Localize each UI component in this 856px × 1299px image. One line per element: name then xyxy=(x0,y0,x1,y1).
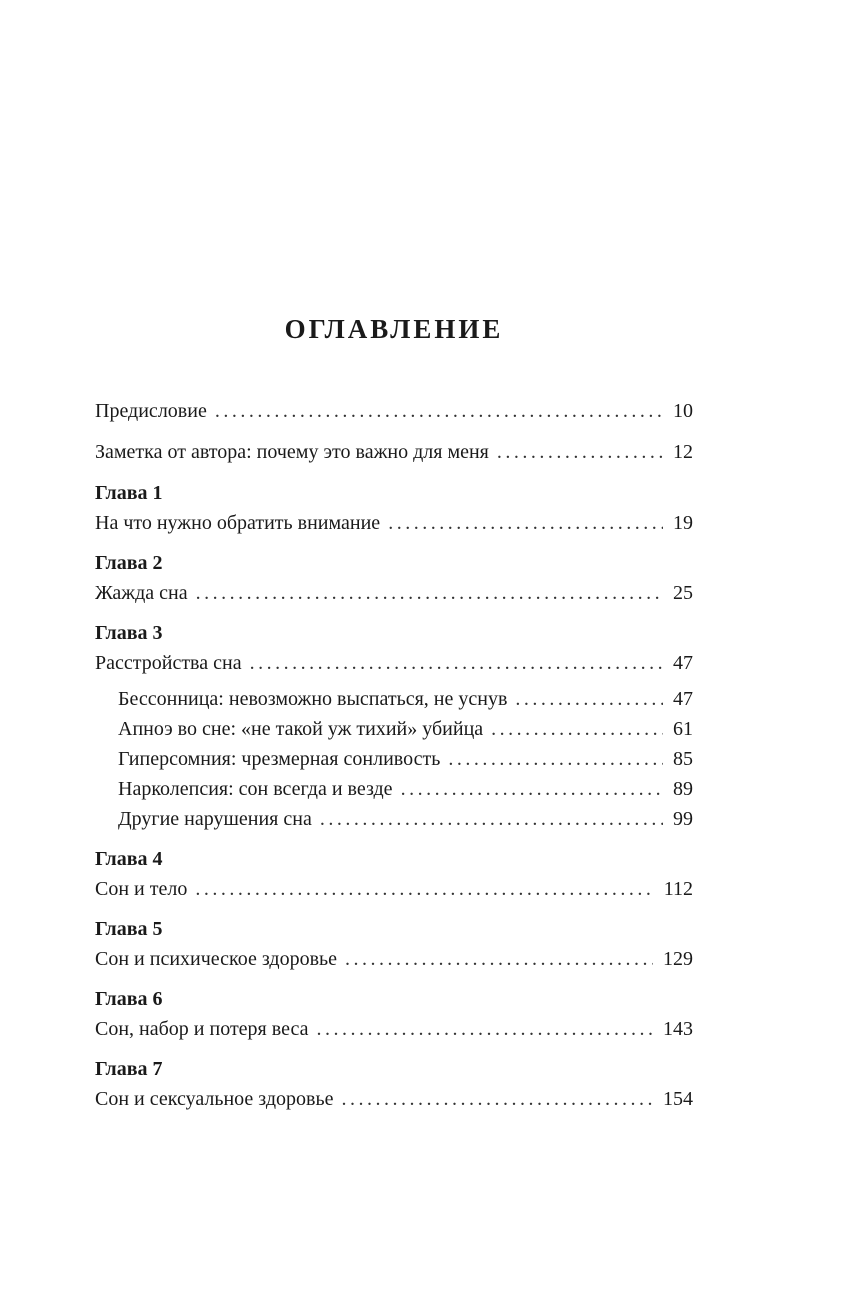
toc-entry-label: Расстройства сна xyxy=(95,652,242,674)
toc-subentry[interactable] xyxy=(95,774,693,804)
toc-page-number: 154 xyxy=(663,1088,693,1110)
toc-page-number: 99 xyxy=(673,808,693,830)
toc-entry-chapter-6[interactable] xyxy=(95,1014,693,1044)
dot-leader xyxy=(497,437,663,467)
toc-page-number: 19 xyxy=(673,512,693,534)
dot-leader xyxy=(345,944,653,974)
toc-page-number: 25 xyxy=(673,582,693,604)
toc-entry-label: Сон и психическое здоровье xyxy=(95,948,338,970)
page-title: ОГЛАВЛЕНИЕ xyxy=(284,314,504,344)
toc-subentry[interactable] xyxy=(95,714,693,744)
dot-leader xyxy=(401,774,663,804)
toc-page-number: 89 xyxy=(673,778,693,800)
toc-page-number: 61 xyxy=(673,718,693,740)
toc-entry-label: Заметка от автора: почему это важно для меня xyxy=(95,441,489,463)
dot-leader xyxy=(195,874,653,904)
toc-entry-label: Сон и сексуальное здоровье xyxy=(95,1088,334,1110)
toc-entry-preface[interactable] xyxy=(95,396,693,426)
dot-leader xyxy=(515,684,663,714)
chapter-heading-4: Глава 4 xyxy=(95,848,163,870)
toc-entry-label: Сон и тело xyxy=(95,878,188,900)
chapter-heading-3: Глава 3 xyxy=(95,622,163,644)
toc-entry-author-note[interactable] xyxy=(95,437,693,467)
toc-subentry[interactable] xyxy=(95,744,693,774)
toc-entry-chapter-7[interactable] xyxy=(95,1084,693,1114)
toc-page-number: 47 xyxy=(673,688,693,710)
toc-entry-chapter-3[interactable] xyxy=(95,648,693,678)
toc-entry-label: Предисловие xyxy=(95,400,207,422)
dot-leader xyxy=(341,1084,653,1114)
table-of-contents xyxy=(95,396,693,1114)
toc-entry-label: Бессонница: невозможно выспаться, не уснув xyxy=(118,688,508,710)
chapter-heading-7: Глава 7 xyxy=(95,1058,163,1080)
chapter-heading-1: Глава 1 xyxy=(95,482,163,504)
toc-entry-chapter-2[interactable] xyxy=(95,578,693,608)
toc-entry-label: Другие нарушения сна xyxy=(118,808,312,830)
dot-leader xyxy=(196,578,663,608)
toc-entry-label: На что нужно обратить внимание xyxy=(95,512,381,534)
dot-leader xyxy=(215,396,663,426)
toc-page-number: 129 xyxy=(663,948,693,970)
dot-leader xyxy=(491,714,663,744)
dot-leader xyxy=(316,1014,653,1044)
chapter-heading-5: Глава 5 xyxy=(95,918,163,940)
dot-leader xyxy=(250,648,663,678)
toc-entry-chapter-5[interactable] xyxy=(95,944,693,974)
toc-page-number: 85 xyxy=(673,748,693,770)
toc-page-number: 47 xyxy=(673,652,693,674)
toc-entry-label: Сон, набор и потеря веса xyxy=(95,1018,309,1040)
toc-entry-chapter-4[interactable] xyxy=(95,874,693,904)
toc-entry-label: Нарколепсия: сон всегда и везде xyxy=(118,778,393,800)
toc-page-number: 112 xyxy=(663,878,693,900)
dot-leader xyxy=(320,804,663,834)
toc-subentry[interactable] xyxy=(95,804,693,834)
toc-entry-chapter-1[interactable] xyxy=(95,508,693,538)
toc-entry-label: Гиперсомния: чрезмерная сонливость xyxy=(118,748,441,770)
dot-leader xyxy=(448,744,663,774)
chapter-heading-2: Глава 2 xyxy=(95,552,163,574)
toc-page-number: 10 xyxy=(673,400,693,422)
dot-leader xyxy=(388,508,663,538)
toc-page-number: 12 xyxy=(673,441,693,463)
toc-entry-label: Апноэ во сне: «не такой уж тихий» убийца xyxy=(118,718,484,740)
toc-entry-label: Жажда сна xyxy=(95,582,188,604)
toc-page-number: 143 xyxy=(663,1018,693,1040)
chapter-heading-6: Глава 6 xyxy=(95,988,163,1010)
toc-subentry[interactable] xyxy=(95,684,693,714)
